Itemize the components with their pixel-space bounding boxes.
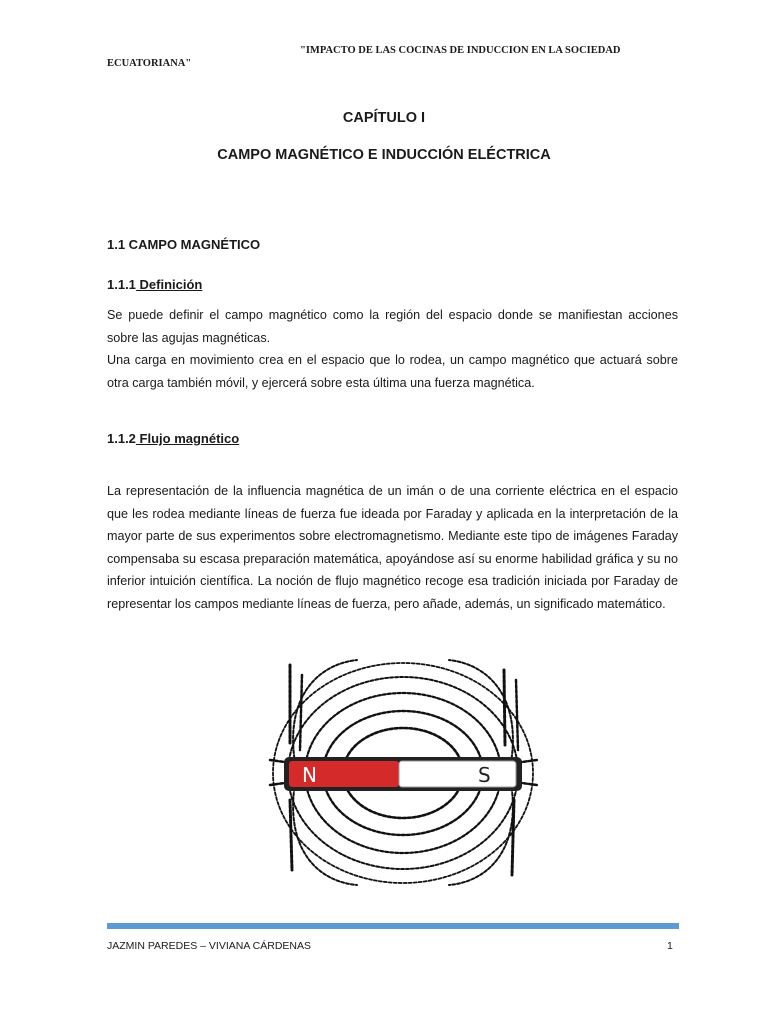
section-title: Definición: [135, 277, 203, 292]
section-number: 1.1.1: [107, 277, 136, 292]
page-number: 1: [667, 940, 673, 952]
chapter-title: CAMPO MAGNÉTICO E INDUCCIÓN ELÉCTRICA: [217, 147, 551, 163]
running-header-line1: "IMPACTO DE LAS COCINAS DE INDUCCION EN LA SOCIEDAD: [300, 45, 621, 56]
section-number: 1.1.2: [107, 431, 136, 446]
running-header-line2: ECUATORIANA": [107, 58, 192, 69]
magnet-field-figure: [262, 645, 544, 888]
definition-paragraph-1: Se puede definir el campo magnético como la región del espacio donde se manifiestan acciones sobre las agujas magnéticas.: [107, 308, 678, 345]
section-title: Flujo magnético: [135, 431, 240, 446]
section-heading-1-1: 1.1 CAMPO MAGNÉTICO: [107, 237, 261, 252]
section-heading-1-1-1: [107, 277, 202, 292]
north-label: N: [302, 763, 317, 787]
chapter-label: CAPÍTULO I: [342, 110, 426, 126]
bar-magnet: [284, 757, 522, 791]
south-label: S: [478, 763, 491, 787]
definition-paragraph-2: Una carga en movimiento crea en el espacio que lo rodea, un campo magnético que actuará sobre otra carga también móvil, y ejercerá sobre esta última una fuerza magnética.: [107, 353, 678, 390]
section-heading-1-1-2: [107, 431, 239, 446]
footer-authors: JAZMIN PAREDES – VIVIANA CÁRDENAS: [107, 940, 312, 952]
footer-divider: [107, 923, 679, 929]
flux-paragraph: La representación de la influencia magnética de un imán o de una corriente eléctrica en el espacio que les rodea mediante líneas de fuerza fue ideada por Faraday y aplicada en la interpretación de la mayor parte de sus experimentos sobre electromagnetismo. Mediante este tipo de imágenes Faraday compensaba su escasa preparación matemática, apoyándose así su enorme habilidad gráfica y su no inferior intuición científica. La noción de flujo magnético recoge esa tradición iniciada por Faraday de representar los campos mediante líneas de fuerza, pero añade, además, un significado matemático.: [107, 484, 678, 611]
south-pole: [399, 761, 516, 787]
